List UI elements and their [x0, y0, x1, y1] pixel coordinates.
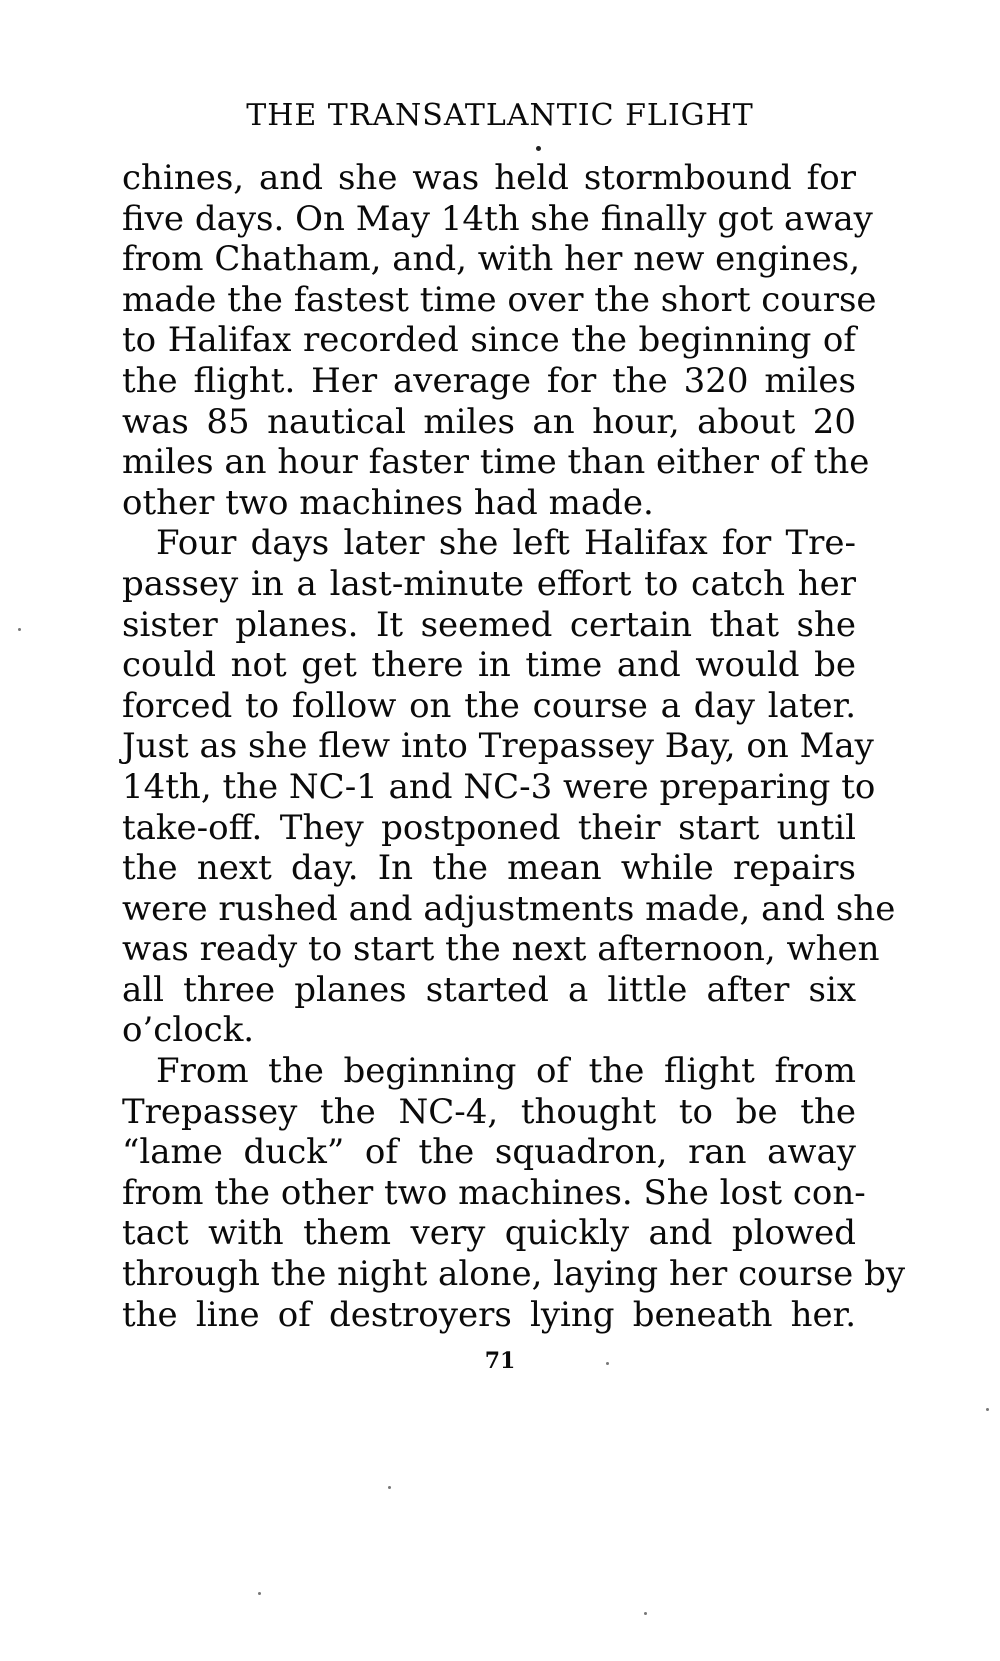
text-line: all three planes started a little after six	[122, 969, 856, 1010]
body-text	[122, 158, 906, 1335]
text-line: Four days later she left Halifax for Tre-	[156, 523, 856, 564]
text-line: from Chatham, and, with her new engines,	[122, 239, 861, 280]
scan-speck	[536, 146, 541, 151]
text-line: sister planes. It seemed certain that she	[122, 604, 856, 645]
text-line: take-off. They postponed their start until	[122, 807, 856, 848]
text-line: Just as she flew into Trepassey Bay, on May	[122, 726, 874, 767]
paragraph-1	[122, 158, 877, 523]
text-line: miles an hour faster time than either of the	[122, 442, 870, 483]
text-line: chines, and she was held stormbound for	[122, 158, 856, 198]
text-line: other two machines had made.	[122, 482, 654, 523]
text-line: From the beginning of the flight from	[156, 1051, 856, 1092]
scan-speck	[388, 1486, 391, 1489]
text-line: through the night alone, laying her course by	[122, 1254, 906, 1295]
text-line: the flight. Her average for the 320 miles	[122, 360, 856, 401]
paragraph-2	[122, 523, 896, 1051]
text-line: was ready to start the next afternoon, when	[122, 929, 880, 970]
scan-speck	[258, 1592, 261, 1595]
text-line: to Halifax recorded since the beginning of	[122, 320, 856, 361]
text-line: made the fastest time over the short course	[122, 279, 877, 320]
text-line: o’clock.	[122, 1010, 255, 1051]
text-line: was 85 nautical miles an hour, about 20	[122, 401, 856, 442]
scan-speck	[606, 1362, 609, 1365]
text-line: forced to follow on the course a day later.	[122, 685, 856, 726]
text-line: could not get there in time and would be	[122, 645, 856, 686]
scan-speck	[986, 1408, 989, 1411]
text-line: from the other two machines. She lost con-	[122, 1172, 866, 1213]
paragraph-3	[122, 1051, 906, 1335]
scan-speck	[644, 1612, 647, 1615]
text-line: the next day. In the mean while repairs	[122, 848, 856, 889]
text-line: the line of destroyers lying beneath her.	[122, 1294, 856, 1335]
text-line: “lame duck” of the squadron, ran away	[122, 1132, 856, 1173]
text-line: tact with them very quickly and plowed	[122, 1213, 856, 1254]
text-line: five days. On May 14th she finally got away	[122, 198, 873, 239]
scan-speck	[18, 628, 21, 631]
page-number: 71	[484, 1348, 516, 1374]
text-line: 14th, the NC-1 and NC-3 were preparing to	[122, 766, 876, 807]
text-line: Trepassey the NC-4, thought to be the	[122, 1091, 856, 1132]
running-head: THE TRANSATLANTIC FLIGHT	[246, 98, 754, 133]
text-line: passey in a last-minute effort to catch her	[122, 563, 856, 604]
text-line: were rushed and adjustments made, and she	[122, 888, 896, 929]
